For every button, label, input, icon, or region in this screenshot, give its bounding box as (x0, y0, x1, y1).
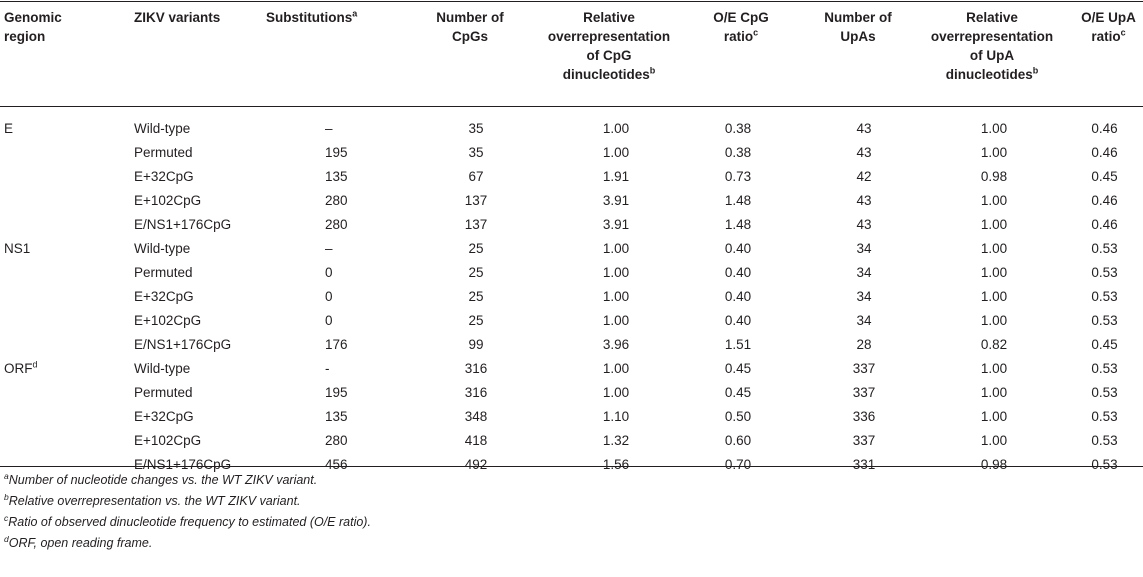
cell-relative-upa: 0.98 (980, 169, 1008, 184)
cell-relative-cpg: 1.00 (602, 385, 630, 400)
cell-substitutions: 195 (325, 145, 348, 160)
cell-variant: E/NS1+176CpG (134, 457, 232, 472)
cell-relative-cpg: 1.00 (602, 361, 630, 376)
header-number-cpgs: Number of CpGs (436, 10, 504, 44)
table-row (0, 285, 1143, 309)
cell-number-cpgs: 316 (464, 385, 488, 400)
cell-variant: E+102CpG (134, 313, 202, 328)
cell-variant: E/NS1+176CpG (134, 217, 232, 232)
cell-substitutions: - (325, 361, 330, 376)
footnote: $^a$Number of nucleotide changes vs. the WT ZIKV variant. (4, 470, 318, 487)
cell-oe-upa: 0.53 (1091, 313, 1118, 328)
cell-relative-cpg: 3.91 (602, 193, 630, 208)
header-substitutions: Substitutions$^a$ (266, 8, 358, 25)
cell-substitutions: 176 (325, 337, 348, 352)
cell-genomic-region (0, 405, 134, 429)
cell-variant: Wild-type (134, 121, 191, 136)
cell-relative-upa: 1.00 (980, 145, 1008, 160)
cell-relative-cpg: 1.10 (602, 409, 630, 424)
cell-number-upas: 43 (856, 193, 872, 208)
cell-genomic-region (0, 309, 134, 333)
cell-genomic-region (0, 261, 134, 285)
cell-relative-upa: 1.00 (980, 217, 1008, 232)
cell-oe-upa: 0.53 (1091, 385, 1118, 400)
cell-oe-upa: 0.46 (1091, 145, 1118, 160)
header-oe-cpg: O/E CpG ratio$^c$ (713, 10, 769, 44)
cell-relative-upa: 1.00 (980, 361, 1008, 376)
cell-oe-cpg: 0.38 (724, 121, 752, 136)
cell-number-upas: 337 (852, 385, 876, 400)
cell-oe-cpg: 1.51 (724, 337, 752, 352)
cell-number-cpgs: 316 (464, 361, 488, 376)
cell-substitutions: – (325, 241, 333, 256)
cell-oe-cpg: 1.48 (724, 217, 752, 232)
header-zikv-variants: ZIKV variants (134, 10, 221, 25)
footnote: $^c$Ratio of observed dinucleotide frequency to estimated (O/E ratio). (4, 512, 371, 529)
cell-oe-upa: 0.53 (1091, 433, 1118, 448)
cell-number-upas: 337 (852, 361, 876, 376)
cell-variant: Permuted (134, 265, 193, 280)
cell-variant: Permuted (134, 145, 193, 160)
cell-relative-cpg: 1.00 (602, 145, 630, 160)
table-body (0, 117, 1143, 477)
cell-oe-cpg: 0.40 (724, 313, 752, 328)
cell-number-upas: 43 (856, 145, 872, 160)
cell-number-cpgs: 137 (464, 217, 488, 232)
cell-number-upas: 34 (856, 313, 872, 328)
bottom-rule (0, 466, 1143, 467)
table-row (0, 165, 1143, 189)
cell-number-cpgs: 492 (464, 457, 488, 472)
cell-variant: E+102CpG (134, 193, 202, 208)
cell-relative-cpg: 1.00 (602, 313, 630, 328)
cell-variant: E+102CpG (134, 433, 202, 448)
cell-substitutions: 195 (325, 385, 348, 400)
cell-number-upas: 43 (856, 121, 872, 136)
table-row (0, 117, 1143, 141)
cell-relative-cpg: 1.00 (602, 265, 630, 280)
table-row (0, 429, 1143, 453)
cell-number-upas: 34 (856, 241, 872, 256)
cell-number-upas: 336 (852, 409, 876, 424)
cell-substitutions: 280 (325, 193, 348, 208)
cell-number-upas: 337 (852, 433, 876, 448)
cell-relative-upa: 1.00 (980, 385, 1008, 400)
cell-substitutions: 0 (325, 265, 333, 280)
header-rule (0, 106, 1143, 107)
cell-relative-cpg: 3.91 (602, 217, 630, 232)
table-row (0, 141, 1143, 165)
cell-relative-upa: 1.00 (980, 241, 1008, 256)
cell-genomic-region (0, 165, 134, 189)
cell-relative-upa: 1.00 (980, 265, 1008, 280)
cell-number-cpgs: 25 (468, 289, 484, 304)
table-header (0, 8, 1143, 84)
cell-oe-upa: 0.53 (1091, 265, 1118, 280)
cell-oe-cpg: 0.40 (724, 289, 752, 304)
cell-oe-cpg: 0.45 (724, 385, 752, 400)
cell-oe-cpg: 0.60 (724, 433, 752, 448)
cell-relative-upa: 0.82 (980, 337, 1008, 352)
cell-number-upas: 331 (852, 457, 876, 472)
cell-genomic-region (0, 285, 134, 309)
table-row (0, 189, 1143, 213)
table-row (0, 261, 1143, 285)
header-relative-upa: Relative overrepresentation of UpA dinucleotides$^b$ (930, 10, 1054, 82)
cell-relative-upa: 1.00 (980, 289, 1008, 304)
cell-number-cpgs: 418 (464, 433, 488, 448)
cell-oe-upa: 0.53 (1091, 241, 1118, 256)
cell-variant: Wild-type (134, 241, 191, 256)
cell-variant: E+32CpG (134, 409, 194, 424)
cell-number-cpgs: 348 (464, 409, 488, 424)
cell-number-upas: 43 (856, 217, 872, 232)
footnotes (4, 470, 371, 554)
cell-relative-upa: 1.00 (980, 433, 1008, 448)
cell-oe-upa: 0.45 (1091, 169, 1118, 184)
cell-variant: E+32CpG (134, 289, 194, 304)
cell-oe-cpg: 0.40 (724, 241, 752, 256)
cell-genomic-region (0, 381, 134, 405)
cell-relative-cpg: 1.32 (602, 433, 630, 448)
cell-genomic-region (0, 429, 134, 453)
cell-relative-cpg: 3.96 (602, 337, 630, 352)
header-oe-upa: O/E UpA ratio$^c$ (1081, 10, 1136, 44)
table-row (0, 381, 1143, 405)
cell-oe-cpg: 0.38 (724, 145, 752, 160)
header-relative-cpg: Relative overrepresentation of CpG dinucleotides$^b$ (547, 10, 671, 82)
cell-number-upas: 34 (856, 265, 872, 280)
cell-relative-cpg: 1.91 (602, 169, 630, 184)
cell-number-cpgs: 25 (468, 313, 484, 328)
cell-substitutions: 135 (325, 409, 348, 424)
cell-genomic-region (0, 213, 134, 237)
cell-oe-upa: 0.53 (1091, 361, 1118, 376)
header-genomic-region: Genomic region (4, 10, 62, 44)
cell-genomic-region: NS1 (4, 241, 31, 256)
table-row (0, 213, 1143, 237)
cell-relative-upa: 0.98 (980, 457, 1008, 472)
table-row (0, 333, 1143, 357)
cell-relative-cpg: 1.00 (602, 121, 630, 136)
cell-relative-upa: 1.00 (980, 313, 1008, 328)
cell-number-cpgs: 67 (468, 169, 484, 184)
cell-oe-cpg: 0.40 (724, 265, 752, 280)
cell-variant: Wild-type (134, 361, 191, 376)
cell-number-cpgs: 35 (468, 145, 484, 160)
cell-number-cpgs: 137 (464, 193, 488, 208)
cell-genomic-region (0, 333, 134, 357)
cell-oe-upa: 0.46 (1091, 121, 1118, 136)
header-number-upas: Number of UpAs (824, 10, 892, 44)
cell-oe-upa: 0.45 (1091, 337, 1118, 352)
cell-oe-cpg: 0.73 (724, 169, 752, 184)
cell-substitutions: 280 (325, 433, 348, 448)
cell-relative-upa: 1.00 (980, 193, 1008, 208)
cell-substitutions: 0 (325, 289, 333, 304)
table-row (0, 237, 1143, 261)
top-rule (0, 1, 1143, 2)
cell-variant: E/NS1+176CpG (134, 337, 232, 352)
cell-genomic-region: E (4, 121, 14, 136)
cell-relative-cpg: 1.56 (602, 457, 630, 472)
cell-oe-upa: 0.53 (1091, 289, 1118, 304)
cell-number-cpgs: 35 (468, 121, 484, 136)
cell-genomic-region (0, 141, 134, 165)
cell-relative-upa: 1.00 (980, 409, 1008, 424)
cell-oe-cpg: 1.48 (724, 193, 752, 208)
cell-relative-cpg: 1.00 (602, 289, 630, 304)
cell-number-cpgs: 25 (468, 265, 484, 280)
cell-variant: Permuted (134, 385, 193, 400)
table-row (0, 405, 1143, 429)
table-row (0, 357, 1143, 381)
footnote: $^b$Relative overrepresentation vs. the WT ZIKV variant. (4, 491, 301, 508)
cell-substitutions: – (325, 121, 333, 136)
cell-oe-upa: 0.53 (1091, 409, 1118, 424)
cell-variant: E+32CpG (134, 169, 194, 184)
table-row (0, 309, 1143, 333)
cell-genomic-region (0, 189, 134, 213)
cell-substitutions: 135 (325, 169, 348, 184)
cell-oe-cpg: 0.45 (724, 361, 752, 376)
cell-relative-upa: 1.00 (980, 121, 1008, 136)
cell-oe-upa: 0.53 (1091, 457, 1118, 472)
cell-oe-cpg: 0.70 (724, 457, 752, 472)
cell-number-cpgs: 25 (468, 241, 484, 256)
cell-oe-cpg: 0.50 (724, 409, 752, 424)
cell-substitutions: 456 (325, 457, 348, 472)
cell-genomic-region: ORF$^d$ (4, 359, 38, 376)
cell-relative-cpg: 1.00 (602, 241, 630, 256)
cell-number-upas: 28 (856, 337, 872, 352)
cell-oe-upa: 0.46 (1091, 217, 1118, 232)
cell-oe-upa: 0.46 (1091, 193, 1118, 208)
cell-number-upas: 42 (856, 169, 872, 184)
footnote: $^d$ORF, open reading frame. (4, 533, 153, 550)
cell-substitutions: 280 (325, 217, 348, 232)
cell-number-cpgs: 99 (468, 337, 484, 352)
cell-substitutions: 0 (325, 313, 333, 328)
cell-number-upas: 34 (856, 289, 872, 304)
